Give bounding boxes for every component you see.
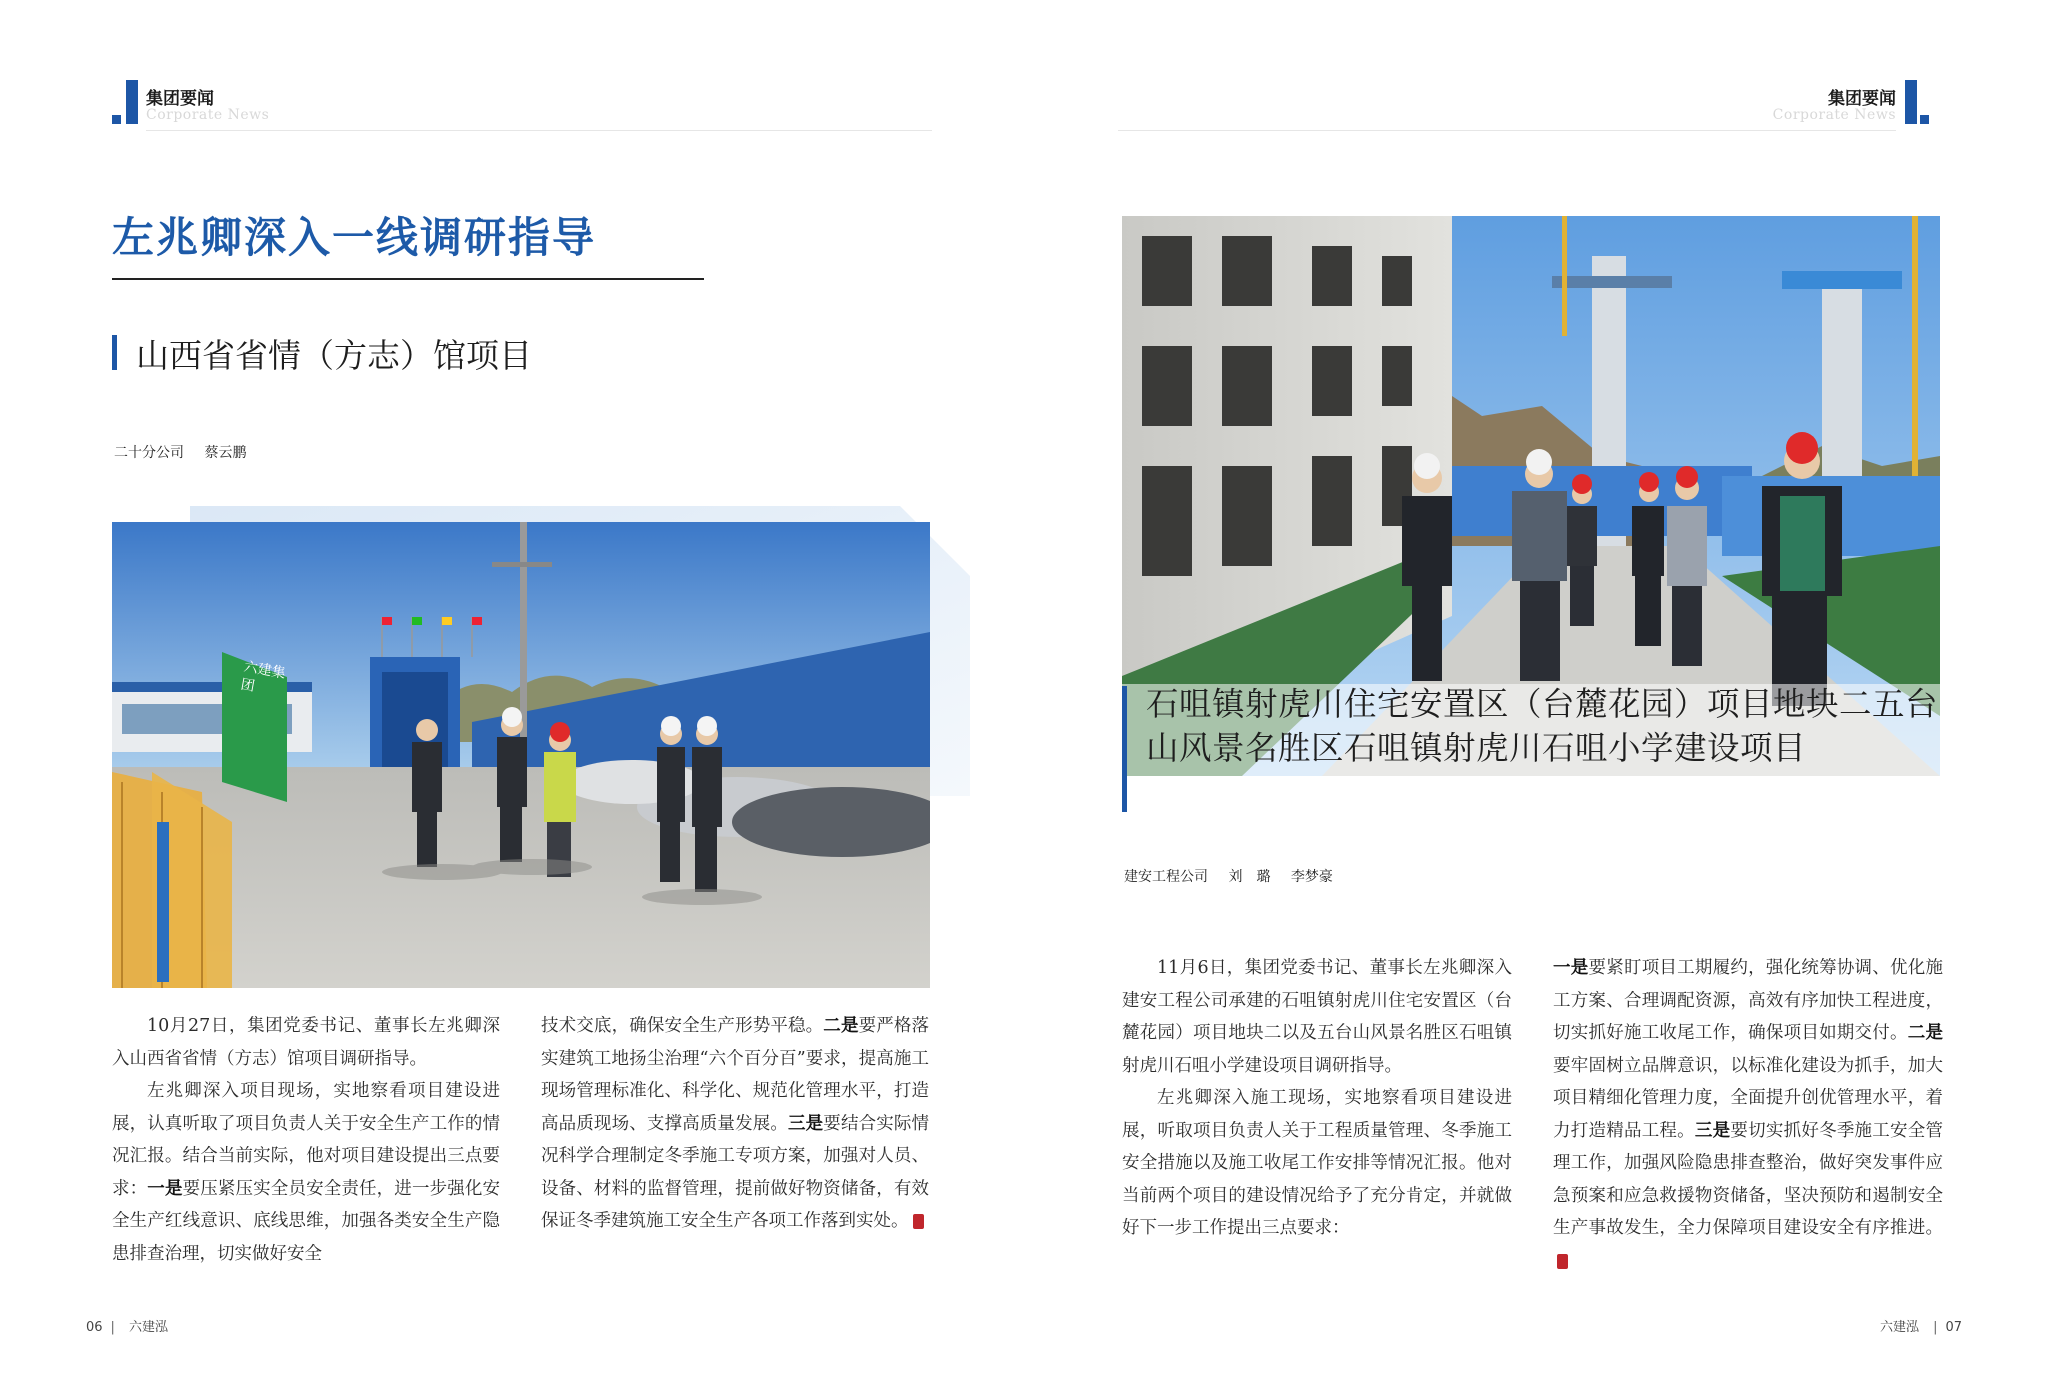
byline-company: 建安工程公司 — [1124, 869, 1208, 885]
header-right-divider — [1118, 130, 1896, 131]
right-article-column-2 — [1553, 952, 1943, 1277]
byline-author: 蔡云鹏 — [204, 445, 247, 461]
right-article-byline — [1124, 866, 1349, 886]
paragraph: 技术交底，确保安全生产形势平稳。二是要严格落实建筑工地扬尘治理“六个百分百”要求，提高施工现场管理标准化、科学化、规范化管理水平，打造高品质现场、支撑高质量发展。三是要结合实际情况科学合理制定冬季施工专项方案，加强对人员、设备、材料的监督管理，提前做好物资储备，有效保证冬季建筑施工安全生产各项工作落到实处。 — [541, 1016, 930, 1231]
end-mark-icon — [913, 1214, 924, 1229]
point-label: 一是 — [1553, 958, 1589, 978]
point-label: 三是 — [1694, 1120, 1731, 1141]
subtitle-left-accent-bar — [112, 335, 117, 370]
left-article-byline — [114, 442, 262, 462]
right-article-column-1 — [1122, 952, 1512, 1245]
page-title: 左兆卿深入一线调研指导 — [112, 213, 597, 262]
header-left-divider — [146, 130, 932, 131]
byline-company: 二十分公司 — [114, 445, 184, 461]
point-label: 三是 — [788, 1113, 824, 1134]
header-left-square-icon — [112, 115, 121, 124]
left-article-subtitle: 山西省省情（方志）馆项目 — [136, 336, 532, 375]
subtitle-right-accent-bar — [1122, 686, 1127, 812]
point-label: 二是 — [823, 1016, 859, 1036]
footer-right — [1880, 1316, 1962, 1335]
footer-magazine-name: 六建泓 — [128, 1320, 168, 1335]
right-article-subtitle: 石咀镇射虎川住宅安置区（台麓花园）项目地块二五台山风景名胜区石咀镇射虎川石咀小学建设项目 — [1146, 685, 1939, 767]
header-left-section-subtitle: Corporate News — [146, 107, 270, 123]
left-article-column-1 — [112, 1010, 500, 1270]
left-article-column-2 — [541, 1010, 929, 1238]
title-underline — [112, 278, 704, 280]
paragraph: 11月6日，集团党委书记、董事长左兆卿深入建安工程公司承建的石咀镇射虎川住宅安置区（台麓花园）项目地块二以及五台山风景名胜区石咀镇射虎川石咀小学建设项目调研指导。 — [1122, 958, 1512, 1076]
paragraph: 一是要紧盯项目工期履约，强化统筹协调、优化施工方案、合理调配资源，高效有序加快工程进度，切实抓好施工收尾工作，确保项目如期交付。二是要牢固树立品牌意识，以标准化建设为抓手，加大项目精细化管理力度，全面提升创优管理水平，着力打造精品工程。三是要切实抓好冬季施工安全管理工作，加强风险隐患排查整治，做好突发事件应急预案和应急救援物资储备，坚决预防和遏制安全生产事故发生，全力保障项目建设安全有序推进。 — [1553, 952, 1943, 1277]
header-left-bar-icon — [126, 80, 138, 124]
footer-left — [86, 1316, 168, 1335]
paragraph: 左兆卿深入施工现场，实地察看项目建设进展，听取项目负责人关于工程质量管理、冬季施工安全措施以及施工收尾工作安排等情况汇报。他对当前两个项目的建设情况给予了充分肯定，并就做好下一步工作提出三点要求： — [1122, 1088, 1512, 1238]
header-right-section-subtitle: Corporate News — [1772, 107, 1896, 123]
point-label: 一是 — [147, 1178, 183, 1199]
page-number-right: 07 — [1945, 1320, 1962, 1335]
page-number-left: 06 — [86, 1320, 103, 1335]
header-right-bar-icon — [1905, 80, 1917, 124]
footer-separator: | — [1933, 1320, 1938, 1335]
byline-author: 刘 璐 — [1228, 869, 1271, 885]
paragraph: 10月27日，集团党委书记、董事长左兆卿深入山西省省情（方志）馆项目调研指导。 — [112, 1016, 500, 1069]
paragraph: 左兆卿深入项目现场，实地察看项目建设进展，认真听取了项目负责人关于安全生产工作的情况汇报。结合当前实际，他对项目建设提出三点要求：一是要压紧压实全员安全责任，进一步强化安全生产红线意识、底线思维，加强各类安全生产隐患排查治理，切实做好安全 — [112, 1081, 501, 1264]
header-right-section-title: 集团要闻 — [1828, 89, 1896, 109]
byline-author: 李梦豪 — [1290, 869, 1333, 885]
header-right-square-icon — [1920, 115, 1929, 124]
footer-separator: | — [110, 1320, 115, 1335]
footer-magazine-name: 六建泓 — [1880, 1320, 1920, 1335]
end-mark-icon — [1557, 1254, 1568, 1269]
header-left-section-title: 集团要闻 — [146, 89, 214, 109]
photo-flag-text: 六建集团 — [239, 658, 287, 695]
left-article-photo — [112, 522, 930, 988]
point-label: 二是 — [1907, 1023, 1944, 1043]
